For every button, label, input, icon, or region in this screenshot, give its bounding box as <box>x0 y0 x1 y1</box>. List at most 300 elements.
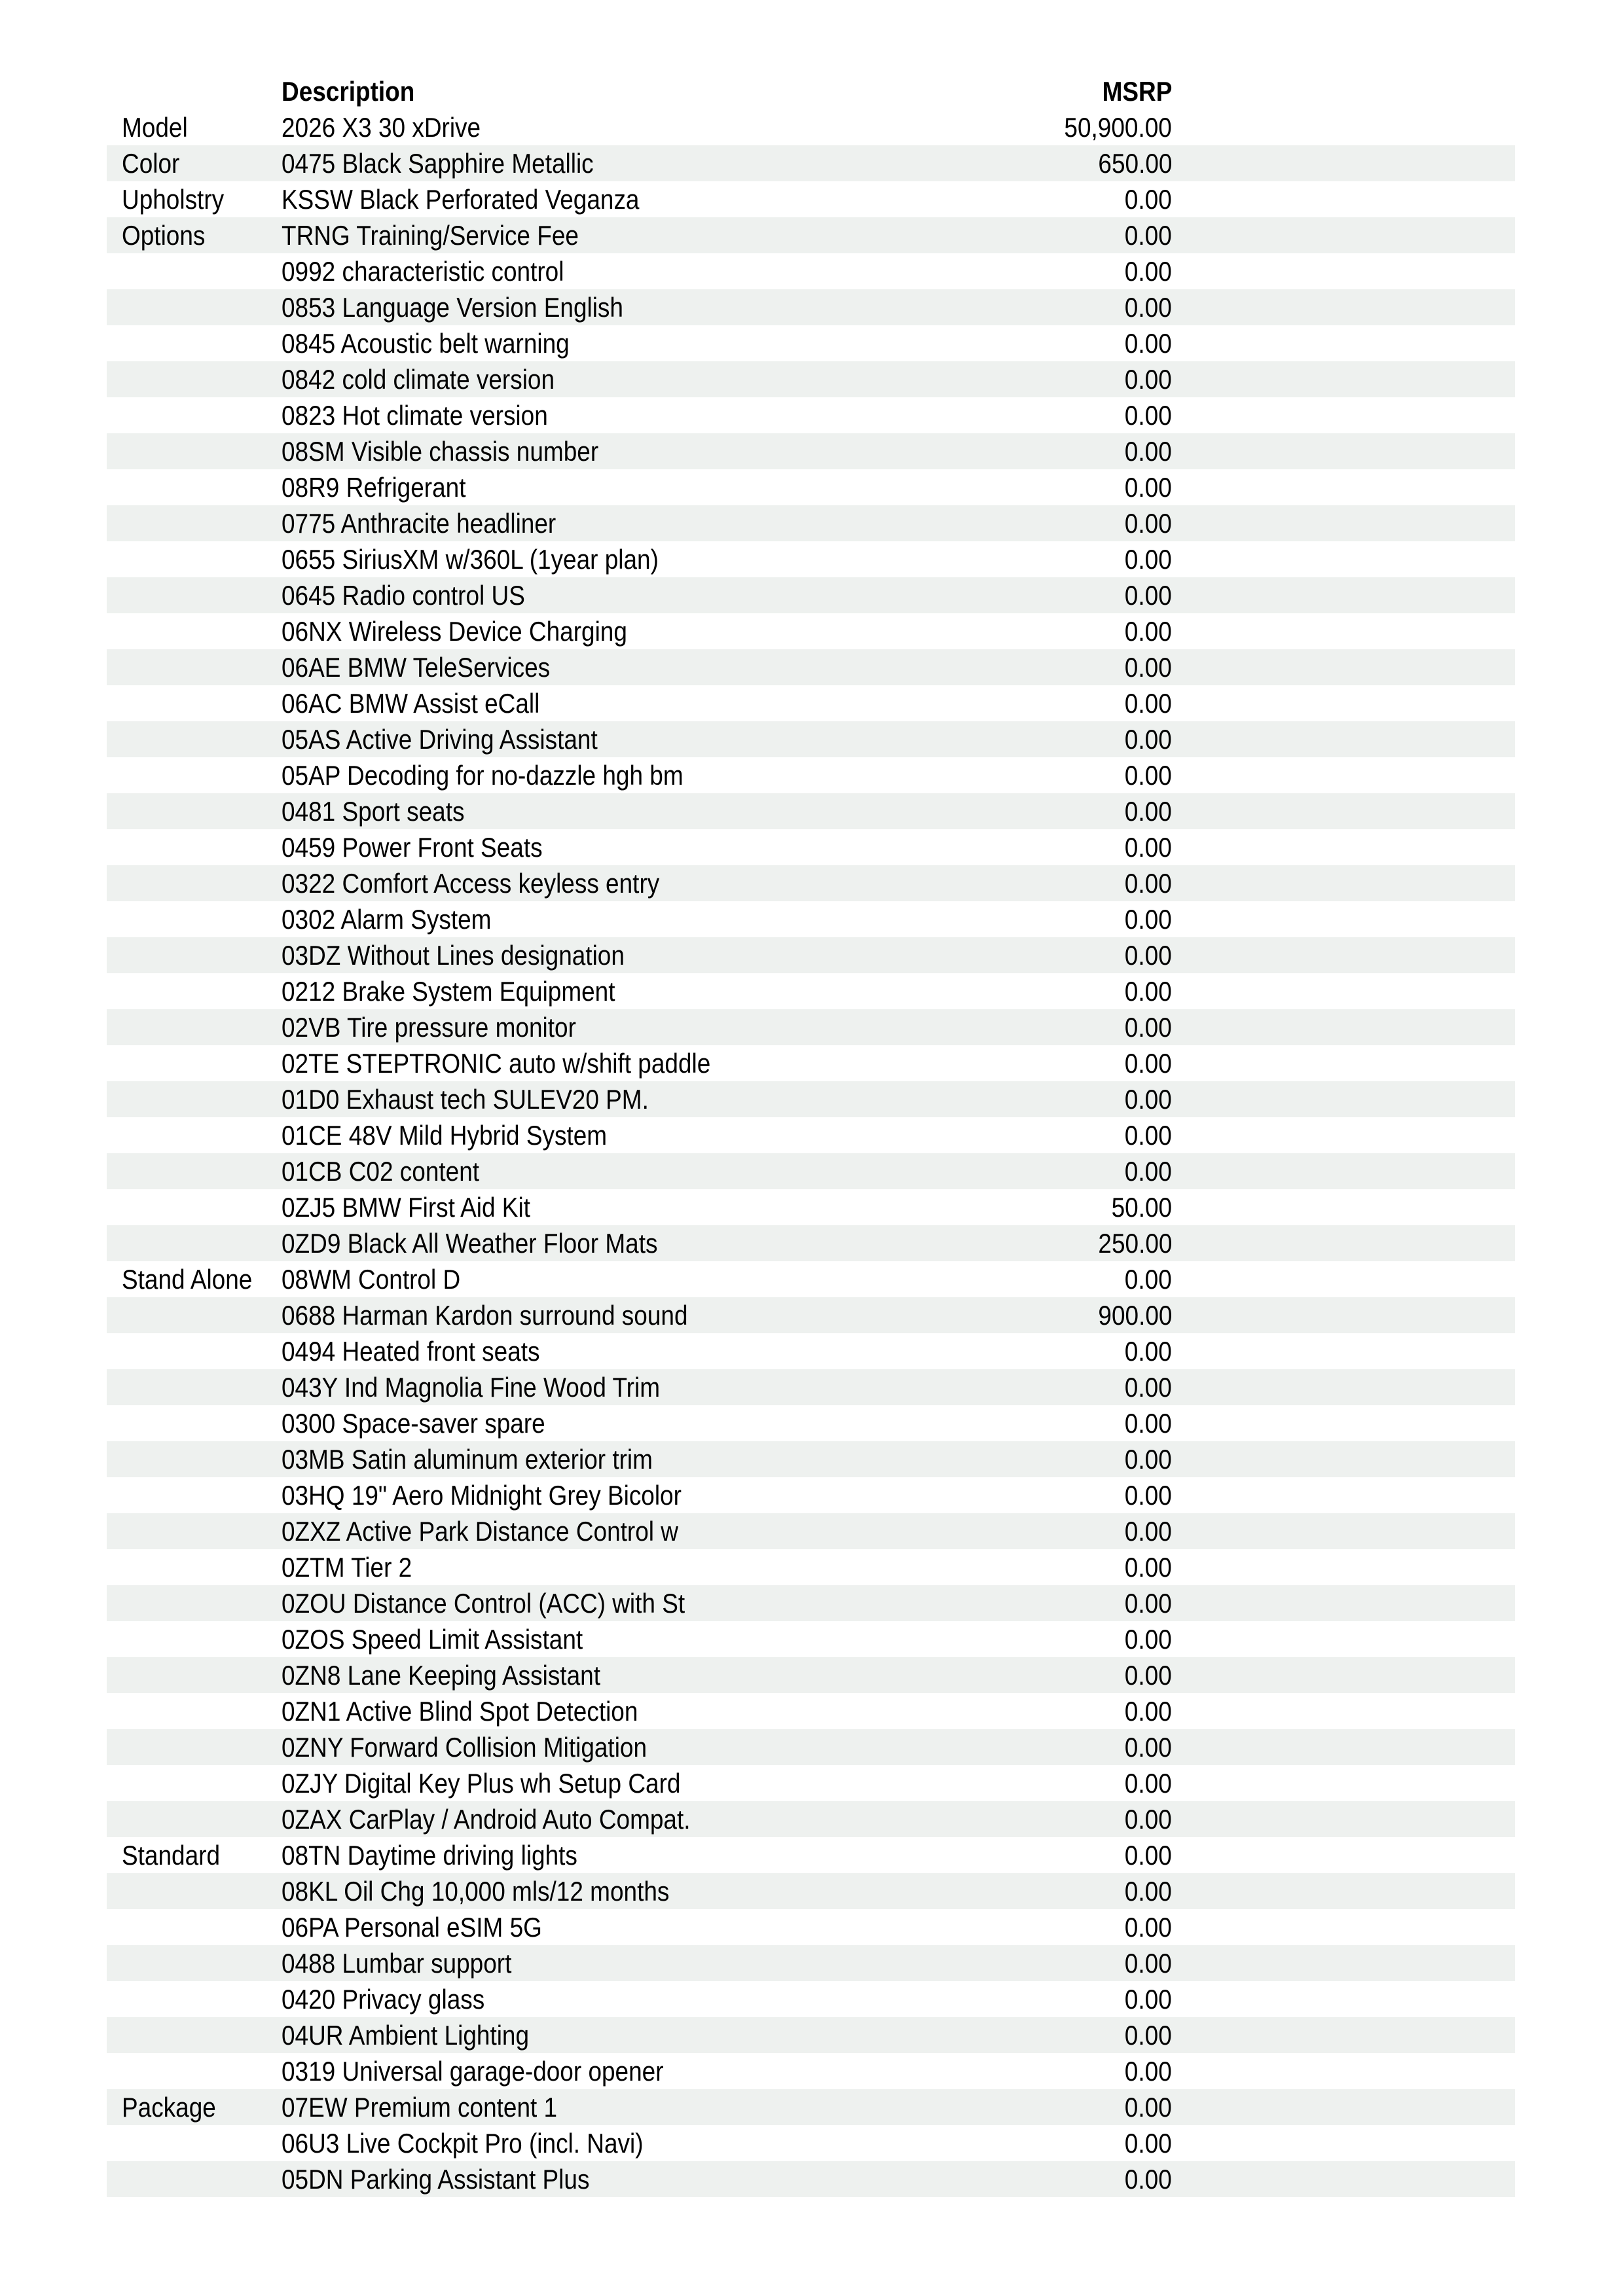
description-text: 0842 cold climate version <box>282 363 555 395</box>
description-text: 08TN Daytime driving lights <box>282 1839 577 1871</box>
category-cell <box>107 289 282 325</box>
category-cell <box>107 649 282 685</box>
category-cell <box>107 1369 282 1405</box>
msrp-cell <box>871 1333 1172 1369</box>
msrp-value: 0.00 <box>1125 1443 1172 1475</box>
msrp-cell <box>871 325 1172 361</box>
description-cell <box>282 1585 871 1621</box>
table-row <box>107 685 1515 721</box>
table-row <box>107 1945 1515 1981</box>
description-text: 03MB Satin aluminum exterior trim <box>282 1443 653 1475</box>
description-cell <box>282 541 871 577</box>
msrp-cell <box>871 145 1172 181</box>
description-cell <box>282 613 871 649</box>
category-cell <box>107 1909 282 1945</box>
msrp-cell <box>871 1621 1172 1657</box>
msrp-value: 0.00 <box>1125 759 1172 791</box>
msrp-cell <box>871 397 1172 433</box>
category-cell <box>107 325 282 361</box>
description-text: 0488 Lumbar support <box>282 1947 512 1979</box>
description-cell <box>282 793 871 829</box>
msrp-value: 0.00 <box>1125 831 1172 863</box>
description-cell <box>282 973 871 1009</box>
description-text: 03HQ 19" Aero Midnight Grey Bicolor <box>282 1479 682 1511</box>
table-row <box>107 937 1515 973</box>
category-cell <box>107 1441 282 1477</box>
msrp-value: 0.00 <box>1125 435 1172 467</box>
table-row <box>107 1189 1515 1225</box>
description-cell <box>282 1405 871 1441</box>
msrp-value: 0.00 <box>1125 903 1172 935</box>
description-cell <box>282 1945 871 1981</box>
table-row <box>107 1117 1515 1153</box>
category-cell <box>107 1081 282 1117</box>
category-text: Standard <box>122 1839 221 1871</box>
description-text: 01D0 Exhaust tech SULEV20 PM. <box>282 1083 649 1115</box>
msrp-value: 0.00 <box>1125 2055 1172 2087</box>
description-text: 08KL Oil Chg 10,000 mls/12 months <box>282 1875 670 1907</box>
msrp-header-cell <box>871 73 1172 109</box>
category-cell <box>107 865 282 901</box>
description-text: 01CE 48V Mild Hybrid System <box>282 1119 608 1151</box>
category-cell <box>107 145 282 181</box>
table-row <box>107 577 1515 613</box>
category-cell <box>107 1045 282 1081</box>
category-cell <box>107 793 282 829</box>
table-row <box>107 901 1515 937</box>
description-cell <box>282 1369 871 1405</box>
description-column-header: Description <box>282 75 415 107</box>
msrp-cell <box>871 721 1172 757</box>
msrp-column-header: MSRP <box>1102 75 1172 107</box>
description-text: 04UR Ambient Lighting <box>282 2019 530 2051</box>
description-text: 0688 Harman Kardon surround sound <box>282 1299 688 1331</box>
table-row <box>107 1009 1515 1045</box>
msrp-value: 250.00 <box>1097 1227 1172 1259</box>
msrp-cell <box>871 1081 1172 1117</box>
description-cell <box>282 1765 871 1801</box>
msrp-value: 0.00 <box>1125 975 1172 1007</box>
msrp-cell <box>871 1693 1172 1729</box>
description-cell <box>282 253 871 289</box>
msrp-cell <box>871 649 1172 685</box>
description-text: 01CB C02 content <box>282 1155 480 1187</box>
description-cell <box>282 1621 871 1657</box>
description-text: 0845 Acoustic belt warning <box>282 327 570 359</box>
msrp-cell <box>871 1261 1172 1297</box>
table-row <box>107 1405 1515 1441</box>
msrp-cell <box>871 829 1172 865</box>
description-text: 03DZ Without Lines designation <box>282 939 625 971</box>
msrp-cell <box>871 505 1172 541</box>
category-cell <box>107 685 282 721</box>
category-cell <box>107 2053 282 2089</box>
description-text: 0420 Privacy glass <box>282 1983 485 2015</box>
msrp-value: 0.00 <box>1125 1407 1172 1439</box>
description-cell <box>282 1009 871 1045</box>
msrp-cell <box>871 1045 1172 1081</box>
msrp-value: 50.00 <box>1111 1191 1172 1223</box>
description-text: 0992 characteristic control <box>282 255 564 287</box>
description-text: 0775 Anthracite headliner <box>282 507 556 539</box>
msrp-cell <box>871 1441 1172 1477</box>
category-cell <box>107 109 282 145</box>
table-row <box>107 1837 1515 1873</box>
msrp-value: 0.00 <box>1125 2127 1172 2159</box>
category-cell <box>107 2161 282 2197</box>
category-text: Color <box>122 147 180 179</box>
table-row <box>107 1297 1515 1333</box>
description-text: 0ZN8 Lane Keeping Assistant <box>282 1659 600 1691</box>
description-cell <box>282 397 871 433</box>
msrp-value: 0.00 <box>1125 1839 1172 1871</box>
table-row <box>107 1873 1515 1909</box>
description-cell <box>282 1261 871 1297</box>
table-row <box>107 1513 1515 1549</box>
description-text: 06AE BMW TeleServices <box>282 651 551 683</box>
description-text: 0ZAX CarPlay / Android Auto Compat. <box>282 1803 691 1835</box>
msrp-cell <box>871 1153 1172 1189</box>
msrp-cell <box>871 1009 1172 1045</box>
table-row <box>107 1585 1515 1621</box>
table-row <box>107 397 1515 433</box>
description-cell <box>282 1045 871 1081</box>
table-row <box>107 1333 1515 1369</box>
category-cell <box>107 397 282 433</box>
msrp-value: 650.00 <box>1097 147 1172 179</box>
description-text: 0459 Power Front Seats <box>282 831 543 863</box>
msrp-value: 0.00 <box>1125 651 1172 683</box>
msrp-cell <box>871 217 1172 253</box>
description-cell <box>282 865 871 901</box>
msrp-value: 0.00 <box>1125 291 1172 323</box>
description-cell <box>282 829 871 865</box>
table-row <box>107 2053 1515 2089</box>
table-row <box>107 325 1515 361</box>
msrp-cell <box>871 1297 1172 1333</box>
table-row <box>107 865 1515 901</box>
description-text: 0ZXZ Active Park Distance Control w <box>282 1515 678 1547</box>
msrp-value: 0.00 <box>1125 399 1172 431</box>
table-row <box>107 2089 1515 2125</box>
msrp-value: 0.00 <box>1125 1695 1172 1727</box>
msrp-value: 0.00 <box>1125 1551 1172 1583</box>
msrp-cell <box>871 253 1172 289</box>
msrp-value: 0.00 <box>1125 867 1172 899</box>
description-cell <box>282 757 871 793</box>
msrp-cell <box>871 181 1172 217</box>
description-cell <box>282 577 871 613</box>
description-cell <box>282 1873 871 1909</box>
table-row <box>107 433 1515 469</box>
category-cell <box>107 505 282 541</box>
description-text: 06U3 Live Cockpit Pro (incl. Navi) <box>282 2127 644 2159</box>
table-row <box>107 289 1515 325</box>
description-text: 0322 Comfort Access keyless entry <box>282 867 660 899</box>
description-cell <box>282 2053 871 2089</box>
description-cell <box>282 1153 871 1189</box>
category-cell <box>107 1765 282 1801</box>
msrp-value: 0.00 <box>1125 1767 1172 1799</box>
msrp-value: 0.00 <box>1125 543 1172 575</box>
description-cell <box>282 1837 871 1873</box>
table-row <box>107 1081 1515 1117</box>
msrp-cell <box>871 2161 1172 2197</box>
description-text: 0300 Space-saver spare <box>282 1407 545 1439</box>
msrp-cell <box>871 1801 1172 1837</box>
category-cell <box>107 541 282 577</box>
category-cell <box>107 1981 282 2017</box>
description-text: 0481 Sport seats <box>282 795 465 827</box>
msrp-value: 0.00 <box>1125 1983 1172 2015</box>
description-text: 02TE STEPTRONIC auto w/shift paddle <box>282 1047 711 1079</box>
table-row <box>107 505 1515 541</box>
table-row <box>107 1657 1515 1693</box>
msrp-cell <box>871 1117 1172 1153</box>
category-cell <box>107 1729 282 1765</box>
description-text: 05DN Parking Assistant Plus <box>282 2163 590 2195</box>
msrp-cell <box>871 1729 1172 1765</box>
category-cell <box>107 1225 282 1261</box>
category-cell <box>107 1837 282 1873</box>
category-cell <box>107 1261 282 1297</box>
category-cell <box>107 1549 282 1585</box>
category-cell <box>107 469 282 505</box>
description-text: 0319 Universal garage-door opener <box>282 2055 664 2087</box>
description-cell <box>282 685 871 721</box>
description-cell <box>282 1729 871 1765</box>
msrp-value: 0.00 <box>1125 1047 1172 1079</box>
category-cell <box>107 1693 282 1729</box>
msrp-value: 0.00 <box>1125 507 1172 539</box>
category-cell <box>107 2017 282 2053</box>
category-cell <box>107 2089 282 2125</box>
msrp-value: 0.00 <box>1125 939 1172 971</box>
msrp-cell <box>871 1477 1172 1513</box>
description-text: 06AC BMW Assist eCall <box>282 687 540 719</box>
description-text: 0ZD9 Black All Weather Floor Mats <box>282 1227 658 1259</box>
description-text: 0212 Brake System Equipment <box>282 975 615 1007</box>
description-text: 08R9 Refrigerant <box>282 471 466 503</box>
category-cell <box>107 1477 282 1513</box>
msrp-cell <box>871 469 1172 505</box>
msrp-value: 0.00 <box>1125 687 1172 719</box>
description-text: 0475 Black Sapphire Metallic <box>282 147 594 179</box>
msrp-value: 0.00 <box>1125 1623 1172 1655</box>
description-text: TRNG Training/Service Fee <box>282 219 579 251</box>
description-text: 0ZJ5 BMW First Aid Kit <box>282 1191 530 1223</box>
description-cell <box>282 505 871 541</box>
category-header-cell <box>107 73 282 109</box>
msrp-cell <box>871 685 1172 721</box>
table-row <box>107 1801 1515 1837</box>
msrp-value: 0.00 <box>1125 1263 1172 1295</box>
category-cell <box>107 1657 282 1693</box>
msrp-value: 0.00 <box>1125 723 1172 755</box>
category-cell <box>107 1513 282 1549</box>
description-text: 0ZJY Digital Key Plus wh Setup Card <box>282 1767 681 1799</box>
category-cell <box>107 1585 282 1621</box>
msrp-value: 0.00 <box>1125 471 1172 503</box>
description-cell <box>282 289 871 325</box>
msrp-value: 0.00 <box>1125 1119 1172 1151</box>
description-text: 0645 Radio control US <box>282 579 525 611</box>
msrp-cell <box>871 757 1172 793</box>
description-cell <box>282 1549 871 1585</box>
description-text: KSSW Black Perforated Veganza <box>282 183 640 215</box>
table-row <box>107 2161 1515 2197</box>
table-row <box>107 1441 1515 1477</box>
description-text: 02VB Tire pressure monitor <box>282 1011 576 1043</box>
msrp-cell <box>871 1369 1172 1405</box>
msrp-cell <box>871 361 1172 397</box>
table-row <box>107 361 1515 397</box>
table-row <box>107 145 1515 181</box>
msrp-cell <box>871 1909 1172 1945</box>
description-cell <box>282 649 871 685</box>
table-row <box>107 1765 1515 1801</box>
table-row <box>107 1477 1515 1513</box>
msrp-cell <box>871 1405 1172 1441</box>
description-cell <box>282 721 871 757</box>
category-cell <box>107 721 282 757</box>
msrp-value: 0.00 <box>1125 1875 1172 1907</box>
description-text: 043Y Ind Magnolia Fine Wood Trim <box>282 1371 660 1403</box>
table-row <box>107 1045 1515 1081</box>
description-text: 0655 SiriusXM w/360L (1year plan) <box>282 543 659 575</box>
description-cell <box>282 145 871 181</box>
msrp-value: 0.00 <box>1125 1479 1172 1511</box>
table-row <box>107 109 1515 145</box>
description-text: 0ZTM Tier 2 <box>282 1551 412 1583</box>
description-text: 0ZOS Speed Limit Assistant <box>282 1623 583 1655</box>
msrp-value: 0.00 <box>1125 1587 1172 1619</box>
msrp-value: 0.00 <box>1125 579 1172 611</box>
msrp-cell <box>871 937 1172 973</box>
table-row <box>107 721 1515 757</box>
msrp-cell <box>871 2125 1172 2161</box>
table-row <box>107 613 1515 649</box>
msrp-value: 0.00 <box>1125 795 1172 827</box>
category-cell <box>107 1297 282 1333</box>
table-row <box>107 217 1515 253</box>
description-cell <box>282 1441 871 1477</box>
description-cell <box>282 1513 871 1549</box>
table-row <box>107 1153 1515 1189</box>
msrp-value: 0.00 <box>1125 363 1172 395</box>
msrp-cell <box>871 973 1172 1009</box>
msrp-value: 0.00 <box>1125 615 1172 647</box>
msrp-cell <box>871 109 1172 145</box>
table-row <box>107 2125 1515 2161</box>
category-cell <box>107 613 282 649</box>
description-text: 08WM Control D <box>282 1263 461 1295</box>
description-cell <box>282 469 871 505</box>
category-cell <box>107 973 282 1009</box>
description-cell <box>282 937 871 973</box>
msrp-cell <box>871 901 1172 937</box>
description-cell <box>282 1657 871 1693</box>
msrp-value: 0.00 <box>1125 255 1172 287</box>
table-row <box>107 1225 1515 1261</box>
description-cell <box>282 433 871 469</box>
category-cell <box>107 757 282 793</box>
description-text: 05AP Decoding for no-dazzle hgh bm <box>282 759 684 791</box>
msrp-cell <box>871 1981 1172 2017</box>
description-cell <box>282 325 871 361</box>
description-text: 0302 Alarm System <box>282 903 492 935</box>
table-row <box>107 1909 1515 1945</box>
msrp-cell <box>871 1189 1172 1225</box>
description-cell <box>282 361 871 397</box>
category-cell <box>107 1945 282 1981</box>
category-cell <box>107 361 282 397</box>
description-cell <box>282 1981 871 2017</box>
category-text: Stand Alone <box>122 1263 253 1295</box>
category-text: Model <box>122 111 188 143</box>
category-cell <box>107 1009 282 1045</box>
msrp-cell <box>871 2089 1172 2125</box>
table-row <box>107 253 1515 289</box>
table-header-row <box>107 73 1515 109</box>
category-cell <box>107 433 282 469</box>
msrp-cell <box>871 1225 1172 1261</box>
description-text: 08SM Visible chassis number <box>282 435 599 467</box>
msrp-value: 50,900.00 <box>1064 111 1172 143</box>
msrp-value: 0.00 <box>1125 1335 1172 1367</box>
table-row <box>107 829 1515 865</box>
category-text: Package <box>122 2091 216 2123</box>
description-text: 0494 Heated front seats <box>282 1335 540 1367</box>
msrp-value: 0.00 <box>1125 1947 1172 1979</box>
table-row <box>107 181 1515 217</box>
msrp-cell <box>871 1765 1172 1801</box>
description-cell <box>282 217 871 253</box>
description-text: 07EW Premium content 1 <box>282 2091 558 2123</box>
description-cell <box>282 1117 871 1153</box>
category-cell <box>107 577 282 613</box>
description-cell <box>282 181 871 217</box>
category-cell <box>107 1873 282 1909</box>
description-text: 06PA Personal eSIM 5G <box>282 1911 542 1943</box>
table-rows <box>107 109 1515 2197</box>
msrp-cell <box>871 433 1172 469</box>
msrp-cell <box>871 1585 1172 1621</box>
category-cell <box>107 253 282 289</box>
msrp-value: 0.00 <box>1125 1659 1172 1691</box>
table-row <box>107 541 1515 577</box>
description-cell <box>282 2125 871 2161</box>
description-text: 06NX Wireless Device Charging <box>282 615 627 647</box>
category-text: Upholstry <box>122 183 225 215</box>
description-text: 0823 Hot climate version <box>282 399 548 431</box>
table-row <box>107 1729 1515 1765</box>
category-cell <box>107 1405 282 1441</box>
description-cell <box>282 1189 871 1225</box>
msrp-cell <box>871 1549 1172 1585</box>
category-cell <box>107 1117 282 1153</box>
description-cell <box>282 2089 871 2125</box>
table-row <box>107 469 1515 505</box>
table-row <box>107 2017 1515 2053</box>
description-cell <box>282 1333 871 1369</box>
msrp-cell <box>871 1837 1172 1873</box>
description-cell <box>282 1801 871 1837</box>
description-header-cell <box>282 73 871 109</box>
description-cell <box>282 109 871 145</box>
msrp-value: 0.00 <box>1125 1371 1172 1403</box>
msrp-value: 0.00 <box>1125 2091 1172 2123</box>
